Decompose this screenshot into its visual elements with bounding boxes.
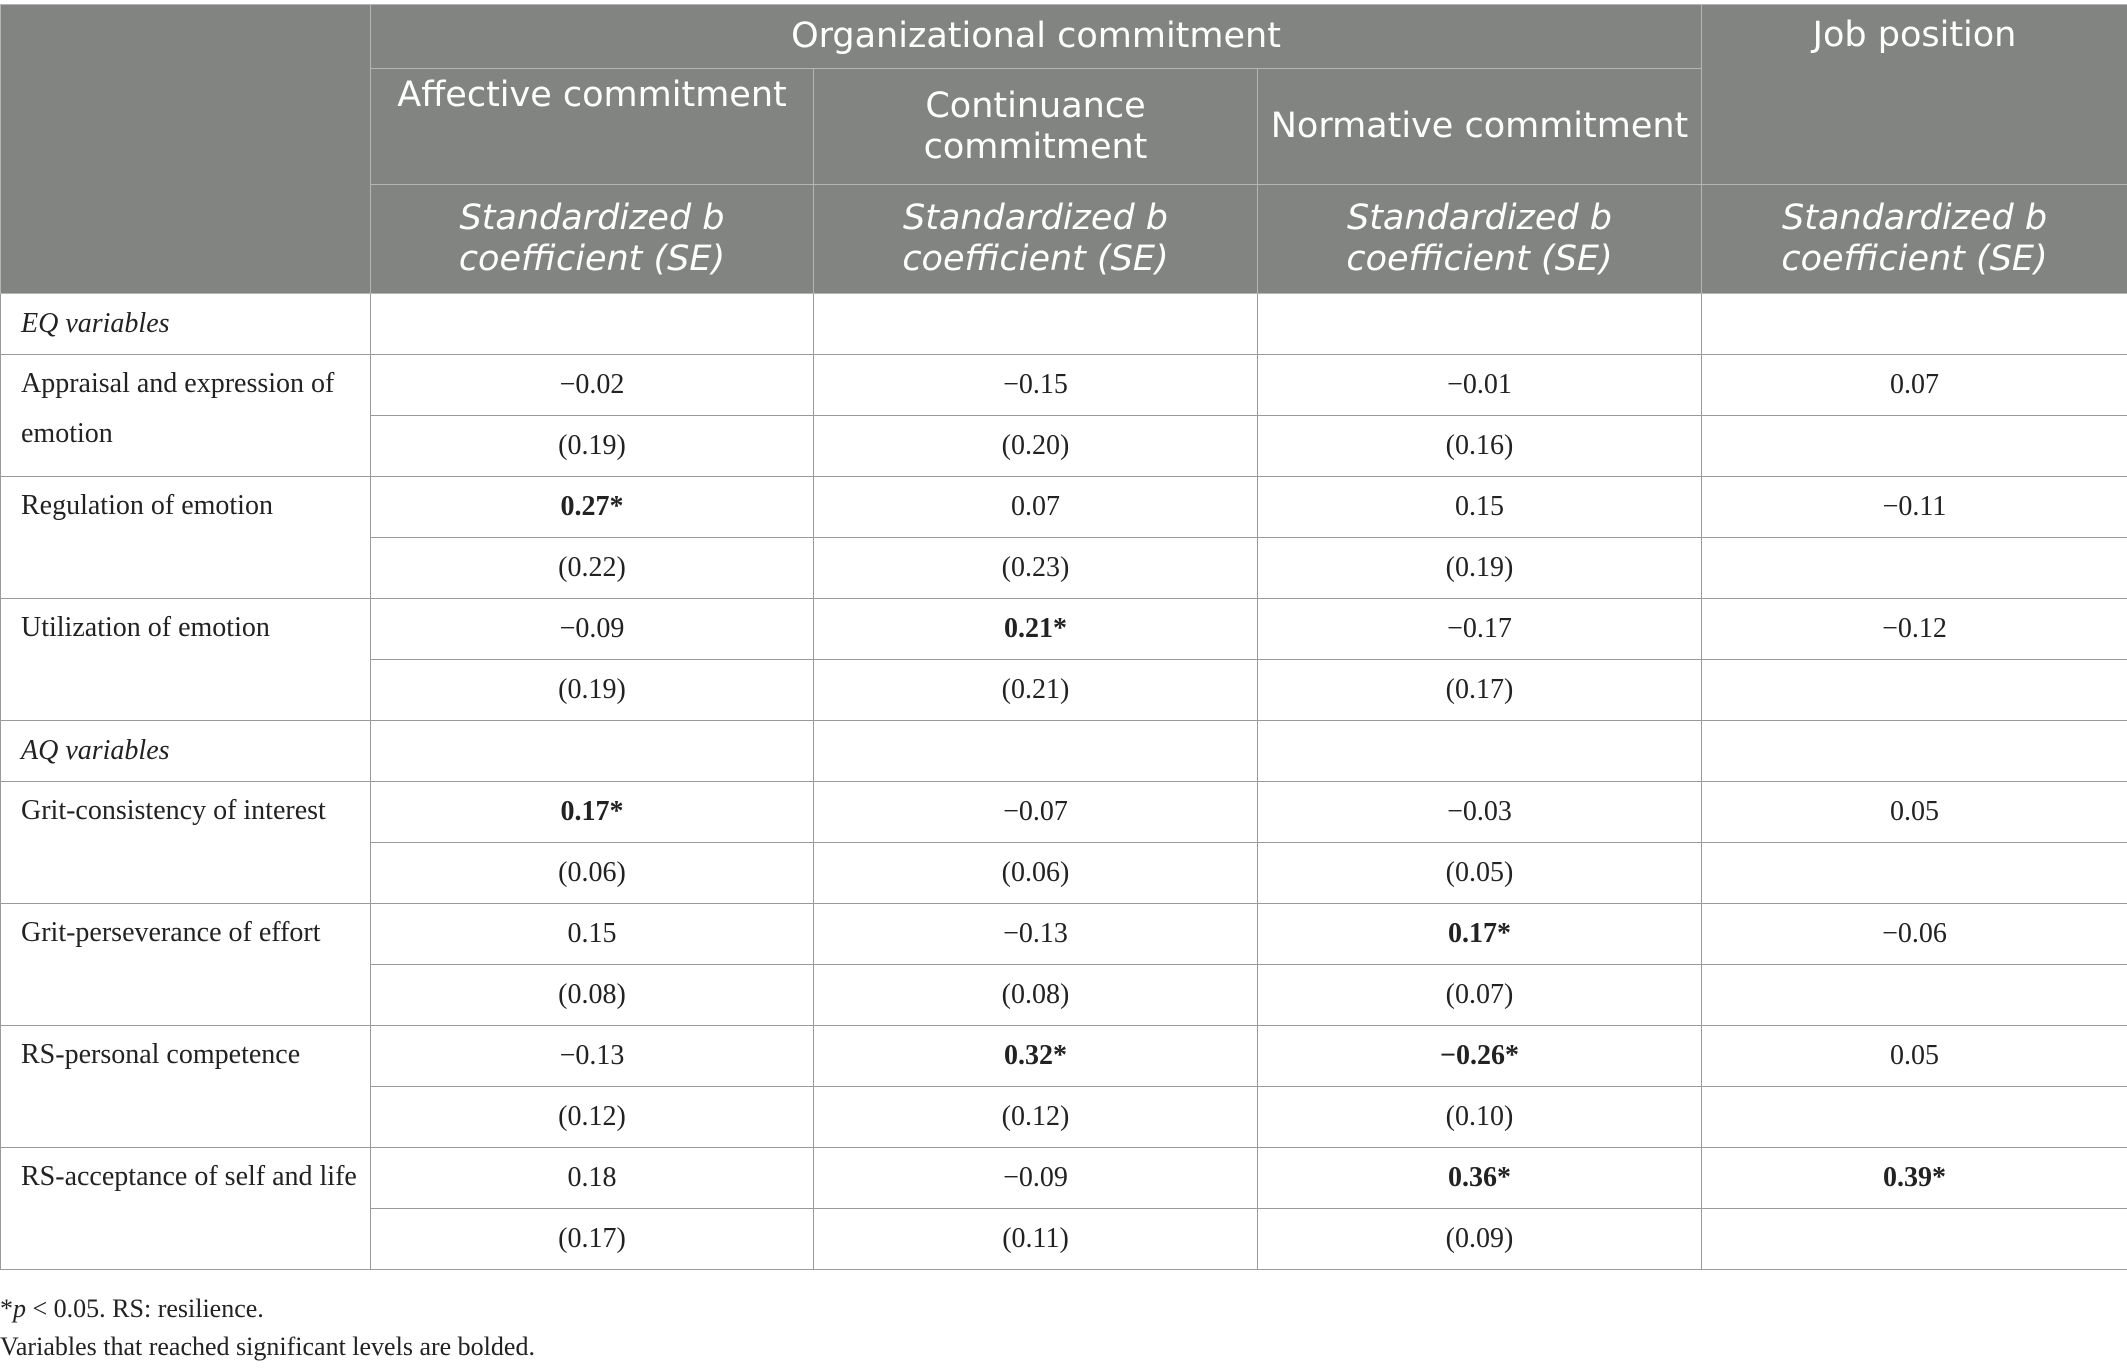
row-label: Utilization of emotion xyxy=(1,599,371,721)
se-cell: (0.05) xyxy=(1258,843,1702,904)
se-cell: (0.09) xyxy=(1258,1209,1702,1270)
coef-cell-significant: 0.17* xyxy=(371,782,814,843)
se-cell xyxy=(1702,1209,2127,1270)
empty-cell xyxy=(1258,294,1702,355)
coef-cell: −0.17 xyxy=(1258,599,1702,660)
header-coef-job-position: Standardized b coefficient (SE) xyxy=(1702,185,2127,294)
table-row xyxy=(1,1148,2127,1209)
header-normative-commitment: Normative commitment xyxy=(1258,69,1702,185)
se-cell: (0.10) xyxy=(1258,1087,1702,1148)
se-cell: (0.06) xyxy=(371,843,814,904)
coef-cell-significant: 0.21* xyxy=(814,599,1258,660)
header-job-position: Job position xyxy=(1702,5,2127,185)
se-cell xyxy=(1702,843,2127,904)
coef-cell-significant: −0.26* xyxy=(1258,1026,1702,1087)
coef-cell: 0.15 xyxy=(1258,477,1702,538)
se-cell: (0.12) xyxy=(814,1087,1258,1148)
footnote-p-symbol: p xyxy=(13,1294,26,1323)
header-empty-cell xyxy=(1,5,371,294)
se-cell: (0.23) xyxy=(814,538,1258,599)
table-row xyxy=(1,477,2127,538)
empty-cell xyxy=(371,721,814,782)
coef-cell-significant: 0.36* xyxy=(1258,1148,1702,1209)
coef-cell: −0.11 xyxy=(1702,477,2127,538)
coef-cell: −0.07 xyxy=(814,782,1258,843)
header-continuance-commitment: Continuance commitment xyxy=(814,69,1258,185)
section-row-eq xyxy=(1,294,2127,355)
table-row xyxy=(1,1026,2127,1087)
se-cell xyxy=(1702,965,2127,1026)
row-label: RS-personal competence xyxy=(1,1026,371,1148)
regression-table xyxy=(0,4,2127,1270)
coef-cell: −0.06 xyxy=(1702,904,2127,965)
row-label: RS-acceptance of self and life xyxy=(1,1148,371,1270)
header-coef-affective: Standardized b coefficient (SE) xyxy=(371,185,814,294)
empty-cell xyxy=(1702,294,2127,355)
se-cell: (0.22) xyxy=(371,538,814,599)
se-cell: (0.19) xyxy=(371,416,814,477)
coef-cell: 0.07 xyxy=(814,477,1258,538)
coef-cell-significant: 0.39* xyxy=(1702,1148,2127,1209)
coef-cell: −0.13 xyxy=(814,904,1258,965)
header-organizational-commitment: Organizational commitment xyxy=(371,5,1702,69)
se-cell xyxy=(1702,660,2127,721)
footnote-asterisk: * xyxy=(0,1294,13,1323)
table-row xyxy=(1,904,2127,965)
empty-cell xyxy=(1258,721,1702,782)
coef-cell: −0.01 xyxy=(1258,355,1702,416)
empty-cell xyxy=(814,721,1258,782)
section-row-aq xyxy=(1,721,2127,782)
se-cell: (0.19) xyxy=(371,660,814,721)
coef-cell: −0.15 xyxy=(814,355,1258,416)
table-footnotes xyxy=(0,1290,535,1366)
se-cell: (0.17) xyxy=(1258,660,1702,721)
header-coef-continuance: Standardized b coefficient (SE) xyxy=(814,185,1258,294)
coef-cell: 0.18 xyxy=(371,1148,814,1209)
table-row xyxy=(1,355,2127,416)
se-cell: (0.07) xyxy=(1258,965,1702,1026)
section-label-aq: AQ variables xyxy=(1,721,371,782)
row-label: Grit-consistency of interest xyxy=(1,782,371,904)
row-label: Regulation of emotion xyxy=(1,477,371,599)
se-cell: (0.20) xyxy=(814,416,1258,477)
coef-cell: 0.15 xyxy=(371,904,814,965)
se-cell xyxy=(1702,1087,2127,1148)
coef-cell: −0.12 xyxy=(1702,599,2127,660)
se-cell: (0.19) xyxy=(1258,538,1702,599)
se-cell: (0.12) xyxy=(371,1087,814,1148)
se-cell: (0.16) xyxy=(1258,416,1702,477)
coef-cell: 0.07 xyxy=(1702,355,2127,416)
header-affective-commitment: Affective commitment xyxy=(371,69,814,185)
table-row xyxy=(1,782,2127,843)
empty-cell xyxy=(1702,721,2127,782)
header-coef-normative: Standardized b coefficient (SE) xyxy=(1258,185,1702,294)
coef-cell: −0.03 xyxy=(1258,782,1702,843)
footnote-bold-note: Variables that reached significant levels are bolded. xyxy=(0,1332,535,1361)
empty-cell xyxy=(371,294,814,355)
coef-cell: 0.05 xyxy=(1702,1026,2127,1087)
coef-cell-significant: 0.17* xyxy=(1258,904,1702,965)
section-label-eq: EQ variables xyxy=(1,294,371,355)
coef-cell: −0.13 xyxy=(371,1026,814,1087)
coef-cell: −0.02 xyxy=(371,355,814,416)
se-cell: (0.06) xyxy=(814,843,1258,904)
coef-cell: −0.09 xyxy=(371,599,814,660)
row-label: Appraisal and expression of emotion xyxy=(1,355,371,477)
se-cell xyxy=(1702,416,2127,477)
coef-cell-significant: 0.27* xyxy=(371,477,814,538)
se-cell: (0.08) xyxy=(814,965,1258,1026)
table-row xyxy=(1,599,2127,660)
se-cell: (0.08) xyxy=(371,965,814,1026)
se-cell: (0.11) xyxy=(814,1209,1258,1270)
footnote-line1-text: < 0.05. RS: resilience. xyxy=(26,1294,264,1323)
se-cell xyxy=(1702,538,2127,599)
coef-cell: −0.09 xyxy=(814,1148,1258,1209)
row-label: Grit-perseverance of effort xyxy=(1,904,371,1026)
se-cell: (0.17) xyxy=(371,1209,814,1270)
empty-cell xyxy=(814,294,1258,355)
se-cell: (0.21) xyxy=(814,660,1258,721)
coef-cell-significant: 0.32* xyxy=(814,1026,1258,1087)
coef-cell: 0.05 xyxy=(1702,782,2127,843)
footnote-significance xyxy=(0,1290,535,1328)
